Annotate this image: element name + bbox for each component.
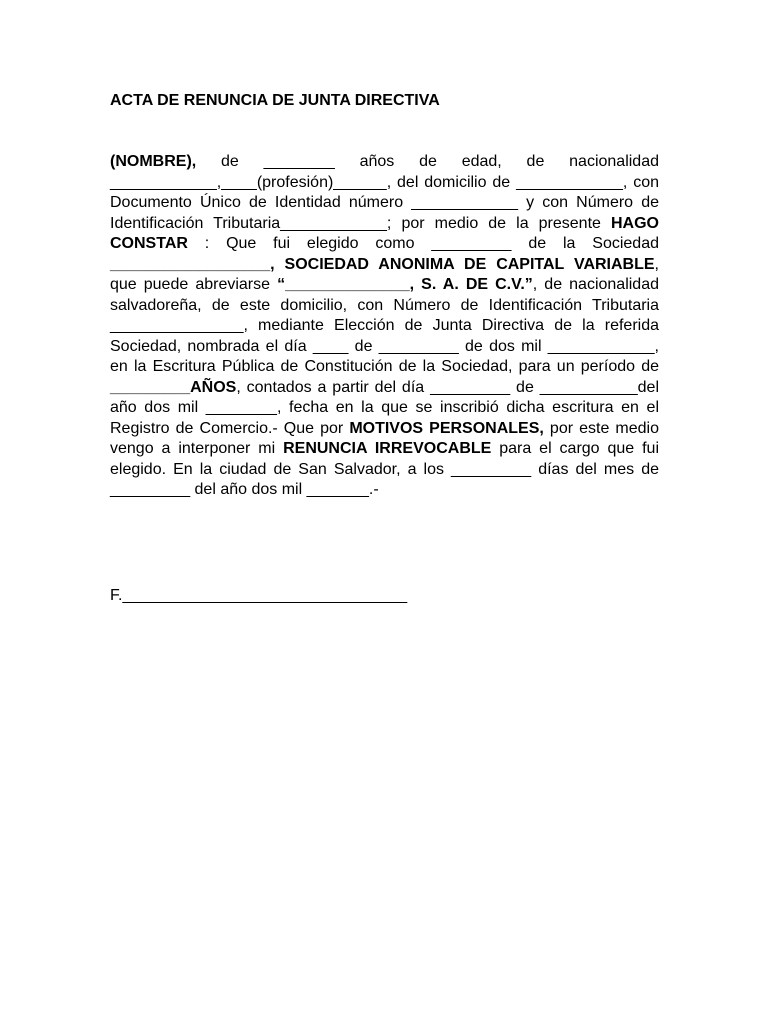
text-segment: “______________, S. A. DE C.V.” [277,276,533,293]
text-segment: para el cargo que fui elegido. En la ciudad de San Salvador, a los _________ días del mes de _________ del año dos mil _______.- [110,440,660,498]
text-segment: , de nacionalidad salvadoreña, de este domicilio, con Número de Identificación Tributaria _______________, mediante Elección de Junta Directiva de la referida Sociedad, nombrada el día ____ de _________ de dos mil ____________, en la Escritura Pública de Constitución de la Sociedad, para un período de [110,276,660,375]
text-segment: : Que fui elegido como _________ de la Sociedad [187,235,659,252]
text-segment: de ________ años de edad, de nacionalidad ____________,____(profesión)______, del domicilio de ____________, con Documento Único de Identidad número ____________ y con Número de Identificación Tributaria____________; por medio de la presente [110,153,659,232]
text-segment: MOTIVOS PERSONALES, [349,419,544,437]
text-segment: RENUNCIA IRREVOCABLE [283,440,492,457]
text-segment: , que puede abreviarse [110,255,659,293]
document-title: ACTA DE RENUNCIA DE JUNTA DIRECTIVA [110,92,440,109]
text-segment: (NOMBRE), [110,153,197,170]
text-segment: HAGO CONSTAR [110,214,659,252]
signature-line: F.________________________________ [110,587,408,604]
text-segment: _________AÑOS [110,378,237,396]
text-segment: __________________, SOCIEDAD ANONIMA DE CAPITAL VARIABLE [110,255,655,273]
text-segment: , contados a partir del día _________ de ___________del año dos mil ________, fecha en la que se inscribió dicha escritura en el Registro de Comercio.- Que por [110,378,659,437]
text-segment: por este medio vengo a interponer mi [110,419,660,457]
document-body [110,152,659,501]
